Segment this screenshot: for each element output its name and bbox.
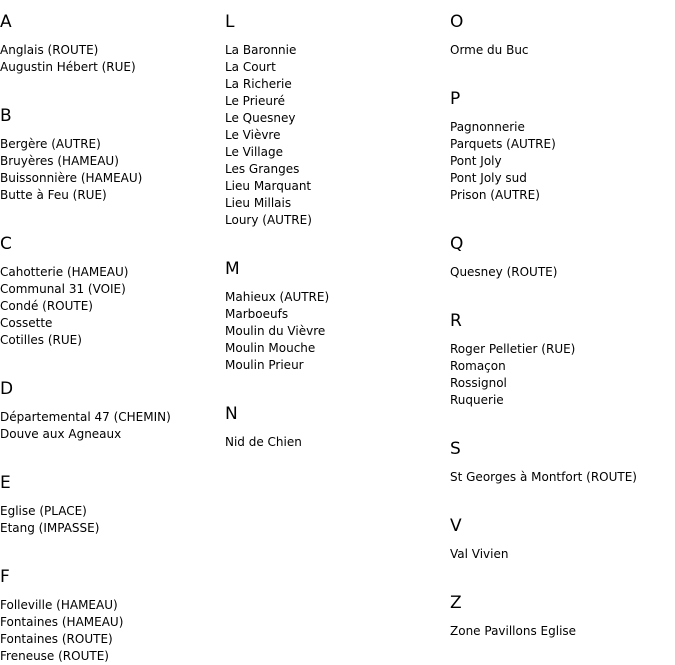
- street-name: Augustin Hébert (RUE): [0, 60, 136, 74]
- street-name: Quesney (ROUTE): [450, 265, 558, 279]
- street-name: Zone Pavillons Eglise: [450, 624, 577, 638]
- letter-heading: E: [0, 473, 11, 493]
- street-name: Nid de Chien: [225, 435, 302, 449]
- letter-section: [0, 106, 225, 204]
- street-name: Orme du Buc: [450, 43, 529, 57]
- street-list: [450, 546, 675, 563]
- street-name: Condé (ROUTE): [0, 299, 93, 313]
- street-name: Loury (AUTRE): [225, 213, 312, 227]
- letter-heading: Q: [450, 234, 464, 254]
- street-index-column-3: [450, 0, 675, 640]
- street-name: Bergère (AUTRE): [0, 137, 101, 151]
- street-name: Prison (AUTRE): [450, 188, 540, 202]
- street-list: [0, 136, 225, 204]
- street-name: Les Granges: [225, 162, 300, 176]
- letter-heading: N: [225, 404, 238, 424]
- street-name: Marboeufs: [225, 307, 289, 321]
- letter-section: [450, 593, 675, 640]
- letter-heading: A: [0, 12, 12, 32]
- street-name: Ruquerie: [450, 393, 504, 407]
- street-list: [450, 42, 675, 59]
- letter-section: [0, 12, 225, 76]
- letter-heading: B: [0, 106, 12, 126]
- letter-heading: O: [450, 12, 464, 32]
- street-name: Communal 31 (VOIE): [0, 282, 126, 296]
- street-name: Le Vièvre: [225, 128, 281, 142]
- letter-heading: P: [450, 89, 461, 109]
- street-name: Le Quesney: [225, 111, 296, 125]
- street-name: Parquets (AUTRE): [450, 137, 556, 151]
- street-index-column-1: [0, 0, 225, 665]
- street-name: La Court: [225, 60, 276, 74]
- letter-section: [450, 234, 675, 281]
- street-name: Buissonnière (HAMEAU): [0, 171, 143, 185]
- street-name: Fontaines (ROUTE): [0, 632, 113, 646]
- letter-heading: D: [0, 379, 14, 399]
- letter-section: [450, 12, 675, 59]
- street-list: [450, 119, 675, 204]
- letter-heading: V: [450, 516, 462, 536]
- street-name: Bruyères (HAMEAU): [0, 154, 119, 168]
- street-name: Lieu Marquant: [225, 179, 312, 193]
- street-name: Le Prieuré: [225, 94, 286, 108]
- street-name: Folleville (HAMEAU): [0, 598, 118, 612]
- street-list: [225, 434, 450, 451]
- street-name: Moulin Prieur: [225, 358, 304, 372]
- street-name: Pont Joly sud: [450, 171, 527, 185]
- street-name: Départemental 47 (CHEMIN): [0, 410, 171, 424]
- street-name: La Richerie: [225, 77, 292, 91]
- street-name: Mahieux (AUTRE): [225, 290, 330, 304]
- letter-heading: Z: [450, 593, 462, 613]
- street-name: St Georges à Montfort (ROUTE): [450, 470, 637, 484]
- street-index-column-2: [225, 0, 450, 451]
- street-name: Moulin Mouche: [225, 341, 316, 355]
- street-name: Cossette: [0, 316, 53, 330]
- letter-section: [450, 89, 675, 204]
- street-name: Pont Joly: [450, 154, 502, 168]
- street-name: Anglais (ROUTE): [0, 43, 99, 57]
- street-name: Cotilles (RUE): [0, 333, 82, 347]
- letter-heading: L: [225, 12, 235, 32]
- street-list: [450, 341, 675, 409]
- letter-heading: S: [450, 439, 461, 459]
- street-list: [0, 409, 225, 443]
- street-list: [0, 597, 225, 665]
- letter-heading: F: [0, 567, 10, 587]
- street-list: [225, 42, 450, 229]
- street-name: Eglise (PLACE): [0, 504, 87, 518]
- street-name: Freneuse (ROUTE): [0, 649, 109, 663]
- street-list: [0, 503, 225, 537]
- street-name: Lieu Millais: [225, 196, 292, 210]
- street-list: [225, 289, 450, 374]
- street-name: Etang (IMPASSE): [0, 521, 100, 535]
- letter-section: [450, 516, 675, 563]
- street-list: [450, 469, 675, 486]
- letter-heading: C: [0, 234, 12, 254]
- letter-heading: M: [225, 259, 240, 279]
- letter-heading: R: [450, 311, 462, 331]
- street-name: Douve aux Agneaux: [0, 427, 122, 441]
- street-list: [450, 623, 675, 640]
- letter-section: [0, 567, 225, 665]
- street-list: [0, 264, 225, 349]
- street-name: Val Vivien: [450, 547, 509, 561]
- street-name: Butte à Feu (RUE): [0, 188, 107, 202]
- letter-section: [225, 404, 450, 451]
- letter-section: [225, 12, 450, 229]
- letter-section: [225, 259, 450, 374]
- street-name: Pagnonnerie: [450, 120, 525, 134]
- street-name: Moulin du Vièvre: [225, 324, 326, 338]
- street-list: [450, 264, 675, 281]
- street-name: Romaçon: [450, 359, 506, 373]
- letter-section: [450, 311, 675, 409]
- street-name: La Baronnie: [225, 43, 297, 57]
- street-name: Cahotterie (HAMEAU): [0, 265, 129, 279]
- letter-section: [450, 439, 675, 486]
- letter-section: [0, 473, 225, 537]
- street-list: [0, 42, 225, 76]
- letter-section: [0, 379, 225, 443]
- letter-section: [0, 234, 225, 349]
- street-name: Rossignol: [450, 376, 507, 390]
- street-name: Fontaines (HAMEAU): [0, 615, 124, 629]
- street-name: Roger Pelletier (RUE): [450, 342, 576, 356]
- street-name: Le Village: [225, 145, 283, 159]
